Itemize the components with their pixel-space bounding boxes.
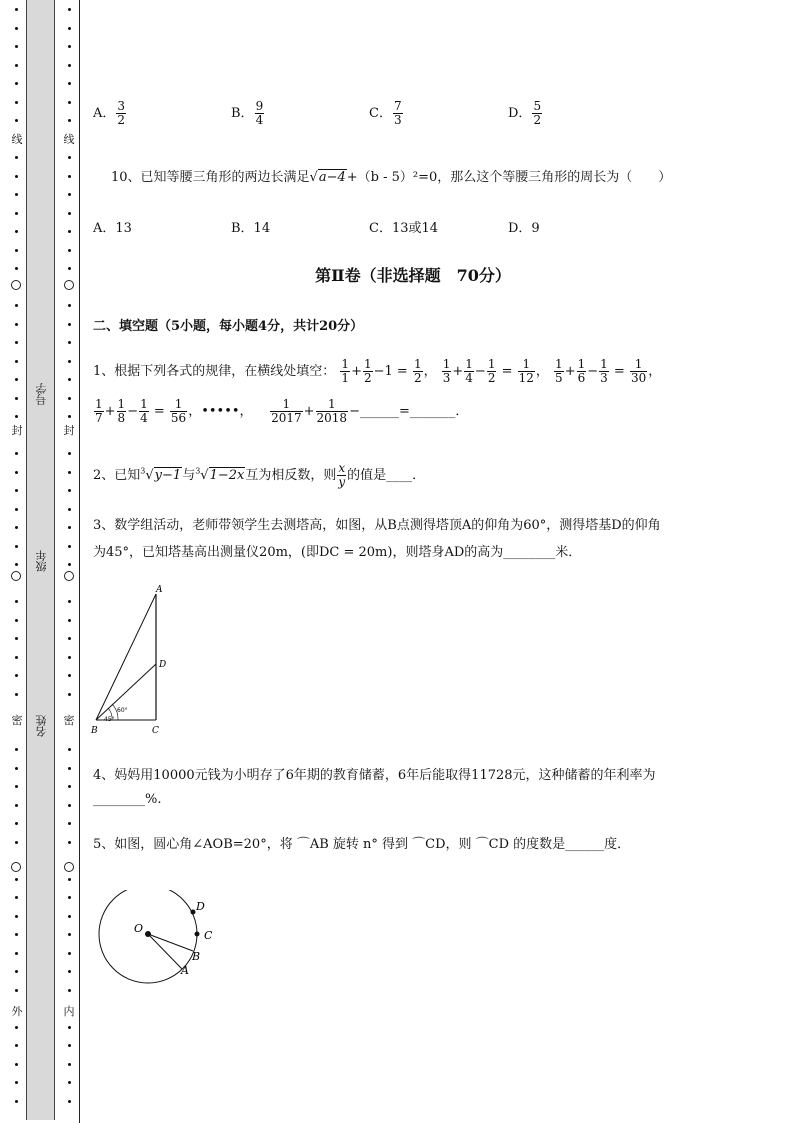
option-letter: A． — [93, 106, 116, 121]
margin-dot — [68, 452, 71, 455]
margin-dot — [15, 563, 18, 566]
field-label-student-number: 号学 — [35, 383, 48, 405]
margin-dot — [15, 933, 18, 936]
margin-dot — [15, 101, 18, 104]
margin-dot — [68, 230, 71, 233]
margin-dot — [15, 304, 18, 307]
margin-dot — [68, 1044, 71, 1047]
margin-dot — [68, 1100, 71, 1103]
margin-dot — [68, 526, 71, 529]
margin-dot — [68, 804, 71, 807]
margin-dot — [68, 101, 71, 104]
margin-dot — [68, 915, 71, 918]
margin-dot — [68, 1063, 71, 1066]
q10-option-a: A．13 — [93, 221, 132, 236]
margin-dot — [15, 878, 18, 881]
q2-stem: 2、已知$^3$√y−1与$^3$√1−2x互为相反数，则 $\frac{x}{y}$ 的值是____． — [93, 461, 426, 489]
margin-dot — [15, 397, 18, 400]
margin-dot — [68, 878, 71, 881]
margin-dot — [68, 1081, 71, 1084]
margin-mark-right-feng: 封 — [63, 424, 75, 437]
fraction: $\frac{9}{4}$ — [255, 99, 264, 127]
margin-dot — [68, 304, 71, 307]
margin-dot — [15, 249, 18, 252]
fraction: $\frac{5}{2}$ — [533, 99, 542, 127]
option-letter: B． — [231, 106, 254, 121]
margin-dot — [15, 1081, 18, 1084]
margin-dot — [15, 600, 18, 603]
margin-dot — [15, 785, 18, 788]
margin-dot — [68, 156, 71, 159]
q1-line1: 1、根据下列各式的规律，在横线处填空： $\frac{1}{1}$ + $\frac{1}{2}$ −1 = $\frac{1}{2}$ ， $\frac{1}{3}$ + $\frac{1}{4}$ − $\frac{1}{2}$ = $\frac{1}{12}$ ， $\frac{1}{5}$ + $\frac{1}{6}$ − $\frac{1}{3}$ = $\frac{1}{30}$ ， — [93, 357, 662, 385]
margin-dot — [68, 341, 71, 344]
label-angle-45: 45° — [104, 716, 115, 723]
margin-dot — [15, 489, 18, 492]
margin-dot — [68, 822, 71, 825]
margin-dot — [68, 82, 71, 85]
margin-dot — [68, 619, 71, 622]
margin-dot — [68, 378, 71, 381]
margin-dot — [15, 471, 18, 474]
margin-dot — [68, 896, 71, 899]
margin-dot — [15, 119, 18, 122]
margin-circle — [64, 862, 74, 872]
margin-mark-left-feng: 封 — [11, 424, 23, 437]
circle-figure — [92, 890, 222, 990]
margin-dot — [68, 841, 71, 844]
q3-line1: 3、数学组活动，老师带领学生去测塔高，如图，从B点测得塔顶A的仰角为60°，测得塔基D的仰角 — [93, 518, 661, 533]
margin-dot — [15, 637, 18, 640]
q4-line1: 4、妈妈用10000元钱为小明存了6年期的教育储蓄，6年后能取得11728元，这种储蓄的年利率为 — [93, 768, 656, 783]
label-a: A — [181, 964, 189, 977]
section-title: 第Ⅱ卷（非选择题 70分） — [315, 266, 511, 285]
margin-dot — [15, 989, 18, 992]
margin-dot — [68, 1026, 71, 1029]
margin-circle — [64, 280, 74, 290]
margin-dot — [68, 600, 71, 603]
margin-dot — [15, 1044, 18, 1047]
field-label-grade: 级年 — [35, 550, 48, 572]
margin-circle — [11, 862, 21, 872]
label-d: D — [159, 660, 167, 670]
q10-option-b: B．14 — [231, 221, 271, 236]
margin-dot — [15, 526, 18, 529]
margin-rule — [79, 0, 80, 1123]
label-a: A — [156, 585, 163, 595]
margin-dot — [68, 674, 71, 677]
margin-dot — [15, 896, 18, 899]
margin-dot — [68, 267, 71, 270]
margin-dot — [15, 452, 18, 455]
margin-dot — [68, 471, 71, 474]
label-b: B — [192, 950, 201, 963]
margin-dot — [68, 489, 71, 492]
margin-dot — [15, 970, 18, 973]
margin-dot — [68, 193, 71, 196]
margin-dot — [15, 841, 18, 844]
margin-dot — [68, 767, 71, 770]
margin-mark-right-mi: 密 — [63, 714, 75, 727]
margin-dot — [15, 1026, 18, 1029]
fraction: $\frac{3}{2}$ — [117, 99, 126, 127]
label-angle-60: 60° — [117, 707, 128, 714]
q9-option-b — [231, 100, 265, 127]
option-letter: D． — [508, 106, 532, 121]
margin-dot — [68, 415, 71, 418]
part-heading: 二、填空题（5小题，每小题4分，共计20分） — [93, 319, 364, 334]
margin-dot — [68, 970, 71, 973]
margin-dot — [15, 767, 18, 770]
margin-mark-right-xian: 线 — [63, 133, 75, 146]
margin-mark-left-xian: 线 — [11, 133, 23, 146]
margin-dot — [15, 915, 18, 918]
option-letter: C． — [369, 106, 392, 121]
margin-dot — [68, 323, 71, 326]
margin-dot — [68, 64, 71, 67]
margin-dot — [68, 989, 71, 992]
margin-dot — [15, 64, 18, 67]
margin-dot — [15, 748, 18, 751]
margin-circle — [11, 280, 21, 290]
label-b: B — [91, 726, 98, 736]
margin-dot — [68, 8, 71, 11]
margin-dot — [68, 249, 71, 252]
margin-dot — [15, 656, 18, 659]
margin-dot — [15, 1100, 18, 1103]
margin-mark-left-mi: 密 — [11, 714, 23, 727]
margin-dot — [15, 212, 18, 215]
margin-circle — [64, 571, 74, 581]
margin-dot — [68, 119, 71, 122]
margin-dot — [68, 45, 71, 48]
margin-dot — [15, 267, 18, 270]
margin-dot — [15, 193, 18, 196]
margin-dot — [68, 656, 71, 659]
margin-dot — [15, 822, 18, 825]
margin-dot — [15, 415, 18, 418]
q9-option-d — [508, 100, 543, 127]
margin-dot — [68, 175, 71, 178]
margin-dot — [15, 674, 18, 677]
margin-dot — [15, 156, 18, 159]
margin-dot — [15, 323, 18, 326]
tower-figure — [86, 582, 176, 740]
margin-dot — [68, 545, 71, 548]
q3-line2: 为45°，已知塔基高出测量仪20m，(即DC = 20m)，则塔身AD的高为________米． — [93, 545, 582, 560]
q10-option-c: C．13或14 — [369, 221, 439, 236]
label-d: D — [196, 900, 205, 913]
q10-stem: 10、已知等腰三角形的两边长满足√a−4+（b - 5）²=0，那么这个等腰三角形的周长为（ ） — [111, 170, 672, 185]
field-label-name: 名姓 — [35, 715, 48, 737]
label-c: C — [152, 726, 159, 736]
margin-dot — [15, 378, 18, 381]
q5-stem: 5、如图，圆心角∠AOB=20°，将 ⌒AB 旋转 n° 得到 ⌒CD，则 ⌒CD 的度数是______度． — [93, 837, 631, 852]
margin-dot — [15, 82, 18, 85]
margin-dot — [15, 45, 18, 48]
margin-dot — [15, 619, 18, 622]
margin-dot — [68, 933, 71, 936]
q10-option-d: D．9 — [508, 221, 540, 236]
margin-dot — [15, 804, 18, 807]
margin-dot — [15, 8, 18, 11]
margin-dot — [15, 175, 18, 178]
margin-mark-right-nei: 内 — [63, 1005, 75, 1018]
margin-dot — [68, 397, 71, 400]
margin-dot — [15, 952, 18, 955]
margin-dot — [15, 230, 18, 233]
margin-dot — [68, 748, 71, 751]
margin-circle — [11, 571, 21, 581]
fraction: $\frac{7}{3}$ — [393, 99, 402, 127]
margin-dot — [15, 1063, 18, 1066]
q9-option-c — [369, 100, 404, 127]
margin-mark-left-wai: 外 — [11, 1005, 23, 1018]
q1-line2: $\frac{1}{7}$ + $\frac{1}{8}$ − $\frac{1}{4}$ = $\frac{1}{56}$ ，•••••， $\frac{1}{2017}$ + $\frac{1}{2018}$ −______=_______． — [95, 397, 469, 425]
margin-dot — [15, 508, 18, 511]
q9-option-a — [93, 100, 127, 127]
margin-dot — [15, 27, 18, 30]
sqrt-sign: √ — [309, 170, 318, 185]
margin-dot — [68, 563, 71, 566]
margin-dot — [68, 27, 71, 30]
margin-dot — [15, 360, 18, 363]
margin-dot — [15, 545, 18, 548]
margin-dot — [15, 693, 18, 696]
binding-margin — [0, 0, 82, 1123]
margin-dot — [68, 360, 71, 363]
margin-dot — [68, 785, 71, 788]
margin-dot — [68, 508, 71, 511]
q4-line2: ________%. — [93, 792, 162, 807]
margin-dot — [68, 693, 71, 696]
margin-dot — [15, 341, 18, 344]
label-c: C — [204, 929, 213, 942]
label-o: O — [134, 922, 144, 935]
margin-dot — [68, 952, 71, 955]
margin-dot — [68, 637, 71, 640]
margin-dot — [68, 212, 71, 215]
